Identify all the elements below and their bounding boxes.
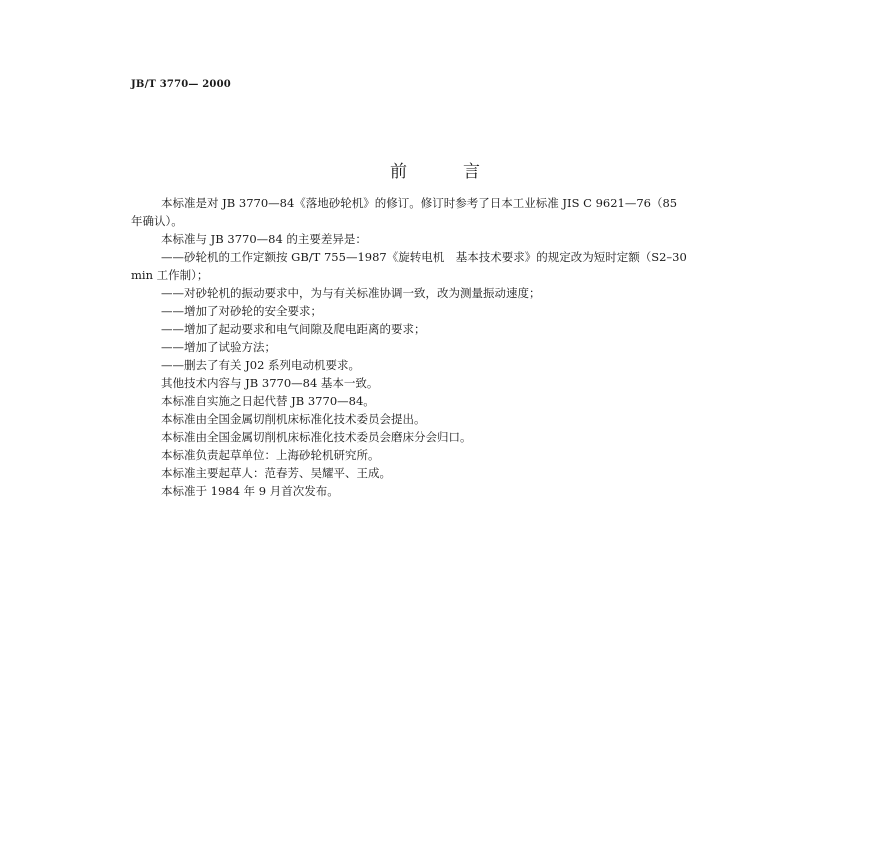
list-item: ——增加了起动要求和电气间隙及爬电距离的要求； [161,322,426,336]
list-item-continuation: min 工作制）； [131,268,209,282]
list-item: ——砂轮机的工作定额按 GB/T 755—1987《旋转电机 基本技术要求》的规定改为短时定额（S2–30 [161,250,687,264]
paragraph-continuation: 年确认）。 [131,214,183,228]
paragraph: 本标准由全国金属切削机床标准化技术委员会提出。 [161,412,426,426]
list-item: ——删去了有关 J02 系列电动机要求。 [161,358,361,372]
paragraph: 本标准主要起草人：范春芳、吴耀平、王成。 [161,466,391,480]
list-item: ——增加了试验方法； [161,340,276,354]
list-item: ——对砂轮机的振动要求中，为与有关标准协调一致，改为测量振动速度； [161,286,541,300]
paragraph: 本标准由全国金属切削机床标准化技术委员会磨床分会归口。 [161,430,472,444]
document-body [131,194,743,500]
paragraph: 本标准自实施之日起代替 JB 3770—84。 [161,394,375,408]
list-item: ——增加了对砂轮的安全要求； [161,304,322,318]
paragraph: 本标准是对 JB 3770—84《落地砂轮机》的修订。修订时参考了日本工业标准 JIS C 9621—76（85 [161,196,678,210]
paragraph: 本标准负责起草单位：上海砂轮机研究所。 [161,448,380,462]
standard-code: JB/T 3770— 2000 [131,79,231,90]
paragraph: 其他技术内容与 JB 3770—84 基本一致。 [161,376,379,390]
paragraph: 本标准与 JB 3770—84 的主要差异是： [161,232,367,246]
paragraph: 本标准于 1984 年 9 月首次发布。 [161,484,339,498]
page-title: 前言 [390,162,536,182]
